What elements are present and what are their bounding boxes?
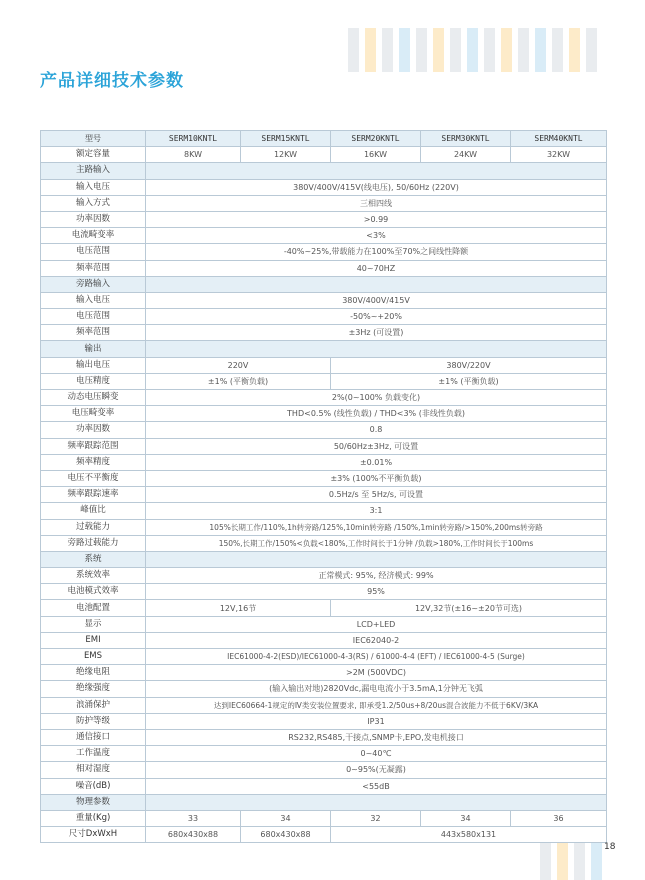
row-label: 频率跟踪范围 — [41, 438, 146, 454]
cell-value: IEC61000-4-2(ESD)/IEC61000-4-3(RS) / 61000-4-4 (EFT) / IEC61000-4-5 (Surge) — [146, 649, 607, 665]
cell-value: -50%~+20% — [146, 309, 607, 325]
row-label: 输入电压 — [41, 292, 146, 308]
cell-value: ±3% (100%不平衡负载) — [146, 470, 607, 486]
cell-value: ±3Hz (可设置) — [146, 325, 607, 341]
cell-value: <55dB — [146, 778, 607, 794]
cell-value: 12V,16节 — [146, 600, 331, 616]
cell-value: 24KW — [421, 147, 511, 163]
row-label: 输入方式 — [41, 195, 146, 211]
cell-value: 34 — [241, 810, 331, 826]
section-title: 主路输入 — [41, 163, 146, 179]
spec-row — [41, 357, 607, 373]
spec-row — [41, 438, 607, 454]
row-label: 噪音(dB) — [41, 778, 146, 794]
spec-row — [41, 244, 607, 260]
cell-value: 8KW — [146, 147, 241, 163]
row-label: 绝缘电阻 — [41, 665, 146, 681]
row-label: 频率范围 — [41, 325, 146, 341]
model-header-row — [41, 131, 607, 147]
spec-row — [41, 260, 607, 276]
cell-value: 380V/220V — [331, 357, 607, 373]
spec-row — [41, 681, 607, 697]
row-label: 浪涌保护 — [41, 697, 146, 713]
row-label: 工作温度 — [41, 746, 146, 762]
model-name: SERM40KNTL — [511, 131, 607, 147]
capacity-row — [41, 147, 607, 163]
row-label: 电压不平衡度 — [41, 470, 146, 486]
row-label: 电压精度 — [41, 373, 146, 389]
row-label: 功率因数 — [41, 211, 146, 227]
spec-row — [41, 697, 607, 713]
spec-row — [41, 373, 607, 389]
spec-row — [41, 195, 607, 211]
spec-row — [41, 406, 607, 422]
spec-row — [41, 503, 607, 519]
spec-row — [41, 211, 607, 227]
spec-row — [41, 454, 607, 470]
cell-value: 0.8 — [146, 422, 607, 438]
row-label: 额定容量 — [41, 147, 146, 163]
cell-value: 380V/400V/415V(线电压), 50/60Hz (220V) — [146, 179, 607, 195]
cell-value: 380V/400V/415V — [146, 292, 607, 308]
cell-value: 0~40℃ — [146, 746, 607, 762]
row-label: 峰值比 — [41, 503, 146, 519]
cell-value: 34 — [421, 810, 511, 826]
row-label: 输入电压 — [41, 179, 146, 195]
spec-row — [41, 746, 607, 762]
cell-value: 36 — [511, 810, 607, 826]
cell-value: 达到IEC60664-1规定的Ⅳ类安装位置要求, 即承受1.2/50us+8/20us混合波能力不低于6KV/3KA — [146, 697, 607, 713]
spec-table — [40, 130, 607, 843]
row-label: 电压范围 — [41, 244, 146, 260]
row-label: 频率范围 — [41, 260, 146, 276]
spec-row — [41, 665, 607, 681]
spec-row — [41, 292, 607, 308]
spec-row — [41, 616, 607, 632]
row-label: 重量(Kg) — [41, 810, 146, 826]
section-title: 旁路输入 — [41, 276, 146, 292]
row-label: 过载能力 — [41, 519, 146, 535]
cell-value: 三相四线 — [146, 195, 607, 211]
row-label: EMS — [41, 649, 146, 665]
decorative-stripes-top — [348, 28, 608, 72]
cell-value: 16KW — [331, 147, 421, 163]
model-name: SERM20KNTL — [331, 131, 421, 147]
section-title: 系统 — [41, 551, 146, 567]
row-label: 防护等级 — [41, 713, 146, 729]
cell-value: >2M (500VDC) — [146, 665, 607, 681]
spec-row — [41, 470, 607, 486]
size-row — [41, 827, 607, 843]
row-label: 尺寸DxWxH — [41, 827, 146, 843]
row-label: 旁路过载能力 — [41, 535, 146, 551]
cell-value: 0~95%(无凝露) — [146, 762, 607, 778]
model-label: 型号 — [41, 131, 146, 147]
decorative-stripes-bottom — [540, 843, 602, 880]
spec-row — [41, 228, 607, 244]
spec-row — [41, 390, 607, 406]
section-main-input — [41, 163, 607, 179]
section-bypass-input — [41, 276, 607, 292]
cell-value: 50/60Hz±3Hz, 可设置 — [146, 438, 607, 454]
spec-row — [41, 778, 607, 794]
weight-row — [41, 810, 607, 826]
cell-value: THD<0.5% (线性负载) / THD<3% (非线性负载) — [146, 406, 607, 422]
cell-value: 0.5Hz/s 至 5Hz/s, 可设置 — [146, 487, 607, 503]
spec-row — [41, 649, 607, 665]
row-label: 动态电压瞬变 — [41, 390, 146, 406]
section-title: 输出 — [41, 341, 146, 357]
spec-row — [41, 600, 607, 616]
cell-value: 2%(0~100% 负载变化) — [146, 390, 607, 406]
cell-value: IP31 — [146, 713, 607, 729]
spec-row — [41, 584, 607, 600]
row-label: 频率精度 — [41, 454, 146, 470]
cell-value: 95% — [146, 584, 607, 600]
page-number: 18 — [604, 842, 616, 852]
spec-row — [41, 713, 607, 729]
model-name: SERM10KNTL — [146, 131, 241, 147]
model-name: SERM15KNTL — [241, 131, 331, 147]
row-label: 电池模式效率 — [41, 584, 146, 600]
section-system — [41, 551, 607, 567]
spec-row — [41, 422, 607, 438]
cell-value: 12KW — [241, 147, 331, 163]
spec-row — [41, 309, 607, 325]
row-label: 相对湿度 — [41, 762, 146, 778]
cell-value: 3:1 — [146, 503, 607, 519]
row-label: 通信接口 — [41, 729, 146, 745]
cell-value: ±1% (平衡负载) — [146, 373, 331, 389]
cell-value: RS232,RS485,干接点,SNMP卡,EPO,发电机接口 — [146, 729, 607, 745]
cell-value: 680x430x88 — [241, 827, 331, 843]
spec-row — [41, 568, 607, 584]
row-label: 系统效率 — [41, 568, 146, 584]
spec-row — [41, 632, 607, 648]
cell-value: 40~70HZ — [146, 260, 607, 276]
cell-value: LCD+LED — [146, 616, 607, 632]
cell-value: >0.99 — [146, 211, 607, 227]
cell-value: ±1% (平衡负载) — [331, 373, 607, 389]
spec-row — [41, 519, 607, 535]
spec-row — [41, 487, 607, 503]
row-label: 电流畸变率 — [41, 228, 146, 244]
cell-value: 12V,32节(±16~±20节可选) — [331, 600, 607, 616]
row-label: 输出电压 — [41, 357, 146, 373]
cell-value: 32KW — [511, 147, 607, 163]
cell-value: <3% — [146, 228, 607, 244]
cell-value: IEC62040-2 — [146, 632, 607, 648]
spec-row — [41, 325, 607, 341]
spec-row — [41, 729, 607, 745]
row-label: 显示 — [41, 616, 146, 632]
cell-value: 150%,长期工作/150%<负载<180%,工作时间长于1分钟 /负载>180%,工作时间长于100ms — [146, 535, 607, 551]
section-title: 物理参数 — [41, 794, 146, 810]
row-label: 功率因数 — [41, 422, 146, 438]
row-label: 电压范围 — [41, 309, 146, 325]
row-label: 频率跟踪速率 — [41, 487, 146, 503]
model-name: SERM30KNTL — [421, 131, 511, 147]
cell-value: (输入输出对地)2820Vdc,漏电电流小于3.5mA,1分钟无飞弧 — [146, 681, 607, 697]
spec-row — [41, 762, 607, 778]
section-output — [41, 341, 607, 357]
row-label: EMI — [41, 632, 146, 648]
row-label: 绝缘强度 — [41, 681, 146, 697]
spec-row — [41, 535, 607, 551]
page-title: 产品详细技术参数 — [40, 71, 184, 91]
row-label: 电池配置 — [41, 600, 146, 616]
cell-value: ±0.01% — [146, 454, 607, 470]
cell-value: 105%长期工作/110%,1h转旁路/125%,10min转旁路 /150%,1min转旁路/>150%,200ms转旁路 — [146, 519, 607, 535]
cell-value: 443x580x131 — [331, 827, 607, 843]
cell-value: 正常模式: 95%, 经济模式: 99% — [146, 568, 607, 584]
section-physical — [41, 794, 607, 810]
cell-value: -40%~25%,带载能力在100%至70%之间线性降额 — [146, 244, 607, 260]
cell-value: 220V — [146, 357, 331, 373]
cell-value: 32 — [331, 810, 421, 826]
cell-value: 33 — [146, 810, 241, 826]
spec-row — [41, 179, 607, 195]
cell-value: 680x430x88 — [146, 827, 241, 843]
row-label: 电压畸变率 — [41, 406, 146, 422]
